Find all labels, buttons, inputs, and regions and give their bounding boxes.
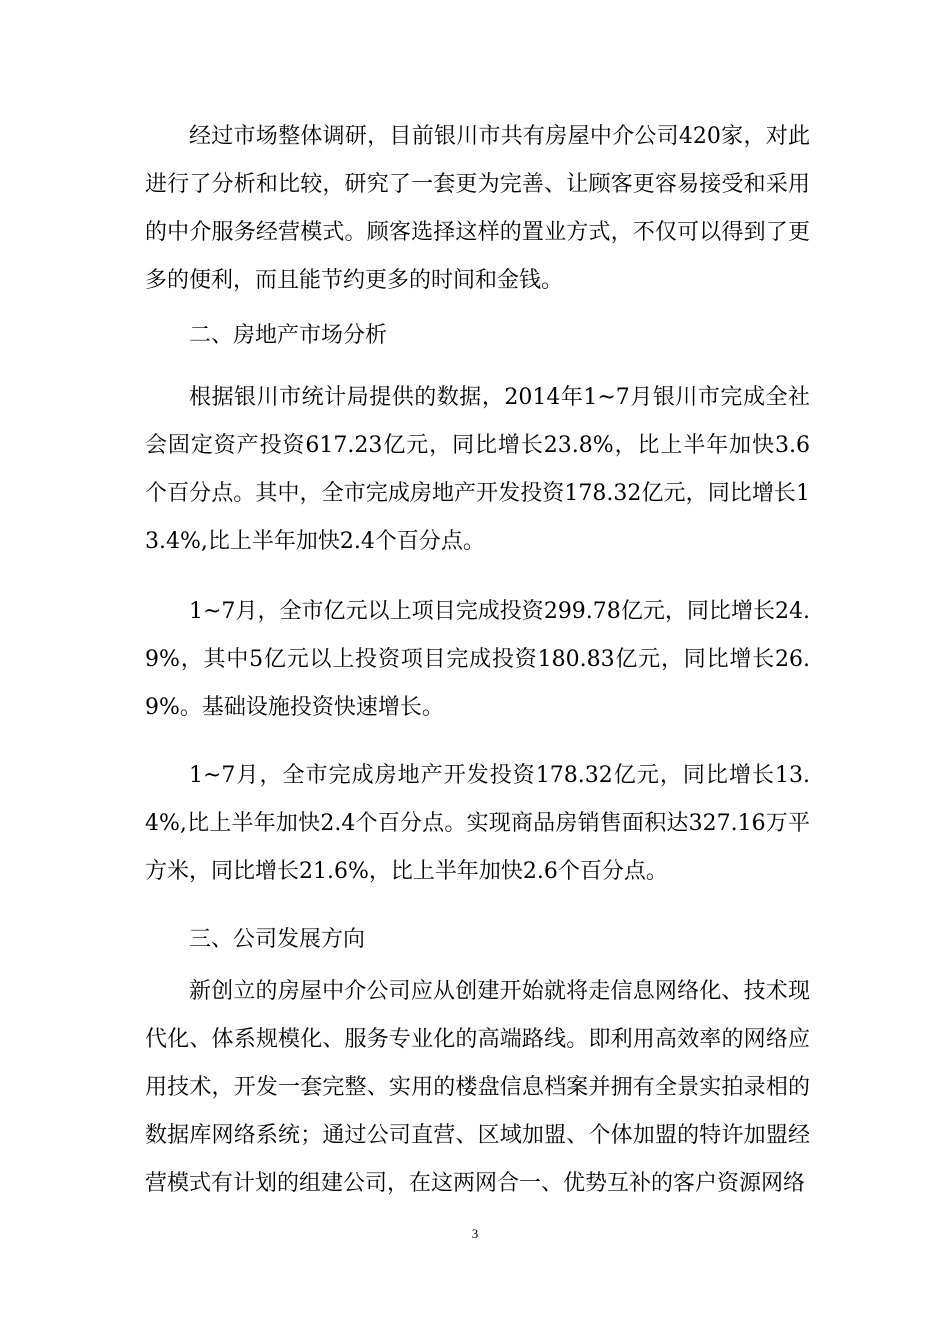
- paragraph-statistics: 根据银川市统计局提供的数据，2014年1~7月银川市完成全社会固定资产投资617.23亿元，同比增长23.8%，比上半年加快3.6个百分点。其中，全市完成房地产开发投资178.32亿元，同比增长13.4%,比上半年加快2.4个百分点。: [145, 385, 810, 554]
- paragraph-company-direction: 新创立的房屋中介公司应从创建开始就将走信息网络化、技术现代化、体系规模化、服务专业化的高端路线。即利用高效率的网络应用技术，开发一套完整、实用的楼盘信息档案并拥有全景实拍录相的数据库网络系统；通过公司直营、区域加盟、个体加盟的特许加盟经营模式有计划的组建公司，在这两网合一、优势互补的客户资源网络: [145, 979, 810, 1196]
- section-heading-market-analysis: 二、房地产市场分析: [189, 323, 388, 348]
- section-heading-company-direction: 三、公司发展方向: [189, 927, 366, 952]
- page-number: 3: [471, 1226, 479, 1241]
- paragraph-project-investment: 1~7月，全市亿元以上项目完成投资299.78亿元，同比增长24.9%，其中5亿元以上投资项目完成投资180.83亿元，同比增长26.9%。基础设施投资快速增长。: [145, 599, 810, 720]
- paragraph-market-survey: 经过市场整体调研，目前银川市共有房屋中介公司420家，对此进行了分析和比较，研究了一套更为完善、让顾客更容易接受和采用的中介服务经营模式。顾客选择这样的置业方式，不仅可以得到了更多的便利，而且能节约更多的时间和金钱。: [145, 124, 810, 293]
- paragraph-real-estate-investment: 1~7月，全市完成房地产开发投资178.32亿元，同比增长13.4%,比上半年加快2.4个百分点。实现商品房销售面积达327.16万平方米，同比增长21.6%，比上半年加快2.6个百分点。: [145, 763, 810, 884]
